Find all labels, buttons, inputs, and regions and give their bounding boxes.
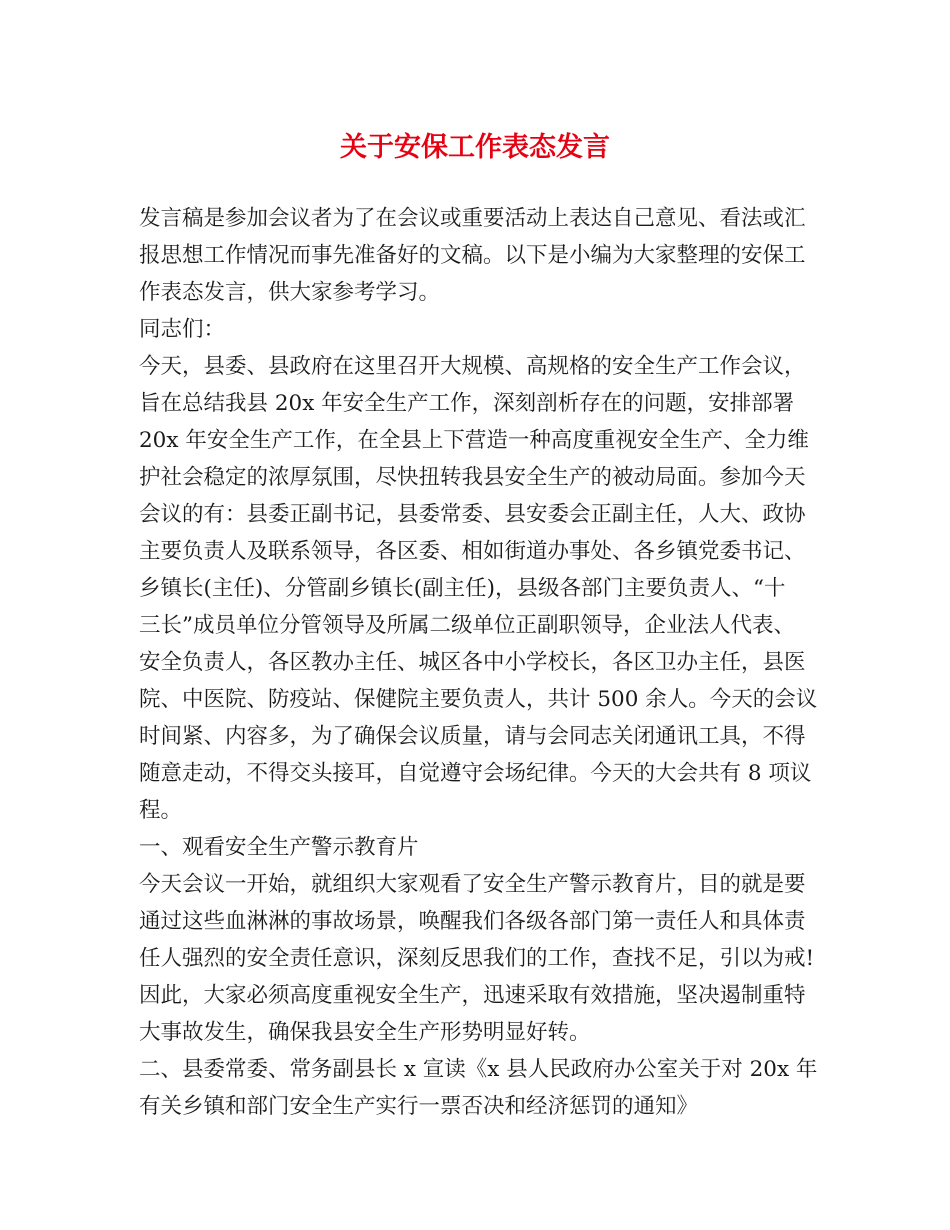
text-line: 20x 年安全生产工作，在全县上下营造一种高度重视安全生产、全力维 — [139, 428, 809, 453]
text-line: 今天会议一开始，就组织大家观看了安全生产警示教育片，目的就是要 — [139, 872, 806, 897]
document-title: 关于安保工作表态发言 — [340, 132, 610, 163]
text-line: 乡镇长(主任)、分管副乡镇长(副主任)，县级各部门主要负责人、“十 — [139, 576, 786, 601]
text-line: 会议的有：县委正副书记，县委常委、县安委会正副主任，人大、政协 — [139, 502, 806, 527]
text-line: 今天，县委、县政府在这里召开大规模、高规格的安全生产工作会议， — [139, 354, 806, 379]
text-line: 因此，大家必须高度重视安全生产，迅速采取有效措施，坚决遏制重特 — [139, 983, 806, 1008]
text-line: 随意走动，不得交头接耳，自觉遵守会场纪律。今天的大会共有 8 项议 — [139, 761, 812, 786]
section-heading: 一、观看安全生产警示教育片 — [139, 835, 419, 860]
text-line: 通过这些血淋淋的事故场景，唤醒我们各级各部门第一责任人和具体责 — [139, 909, 806, 934]
text-line: 三长”成员单位分管领导及所属二级单位正副职领导，企业法人代表、 — [139, 613, 795, 638]
text-line: 安全负责人，各区教办主任、城区各中小学校长，各区卫办主任，县医 — [139, 650, 806, 675]
document-body — [139, 200, 818, 1125]
text-line: 任人强烈的安全责任意识，深刻反思我们的工作，查找不足，引以为戒! — [139, 946, 815, 971]
text-line: 护社会稳定的浓厚氛围，尽快扭转我县安全生产的被动局面。参加今天 — [139, 465, 806, 490]
text-line: 报思想工作情况而事先准备好的文稿。以下是小编为大家整理的安保工 — [139, 243, 806, 268]
salutation: 同志们： — [139, 317, 226, 342]
text-line: 大事故发生，确保我县安全生产形势明显好转。 — [139, 1020, 591, 1045]
section-heading: 二、县委常委、常务副县长 x 宣读《x 县人民政府办公室关于对 20x 年 — [139, 1057, 818, 1082]
text-line: 发言稿是参加会议者为了在会议或重要活动上表达自己意见、看法或汇 — [139, 206, 806, 231]
text-line: 旨在总结我县 20x 年安全生产工作，深刻剖析存在的问题，安排部署 — [139, 391, 795, 416]
text-line: 程。 — [139, 798, 183, 823]
text-line: 院、中医院、防疫站、保健院主要负责人，共计 500 余人。今天的会议 — [139, 687, 818, 712]
text-line: 时间紧、内容多，为了确保会议质量，请与会同志关闭通讯工具，不得 — [139, 724, 806, 749]
text-line: 有关乡镇和部门安全生产实行一票否决和经济惩罚的通知》 — [139, 1094, 699, 1119]
text-line: 主要负责人及联系领导，各区委、相如街道办事处、各乡镇党委书记、 — [139, 539, 806, 564]
text-line: 作表态发言，供大家参考学习。 — [139, 280, 441, 305]
